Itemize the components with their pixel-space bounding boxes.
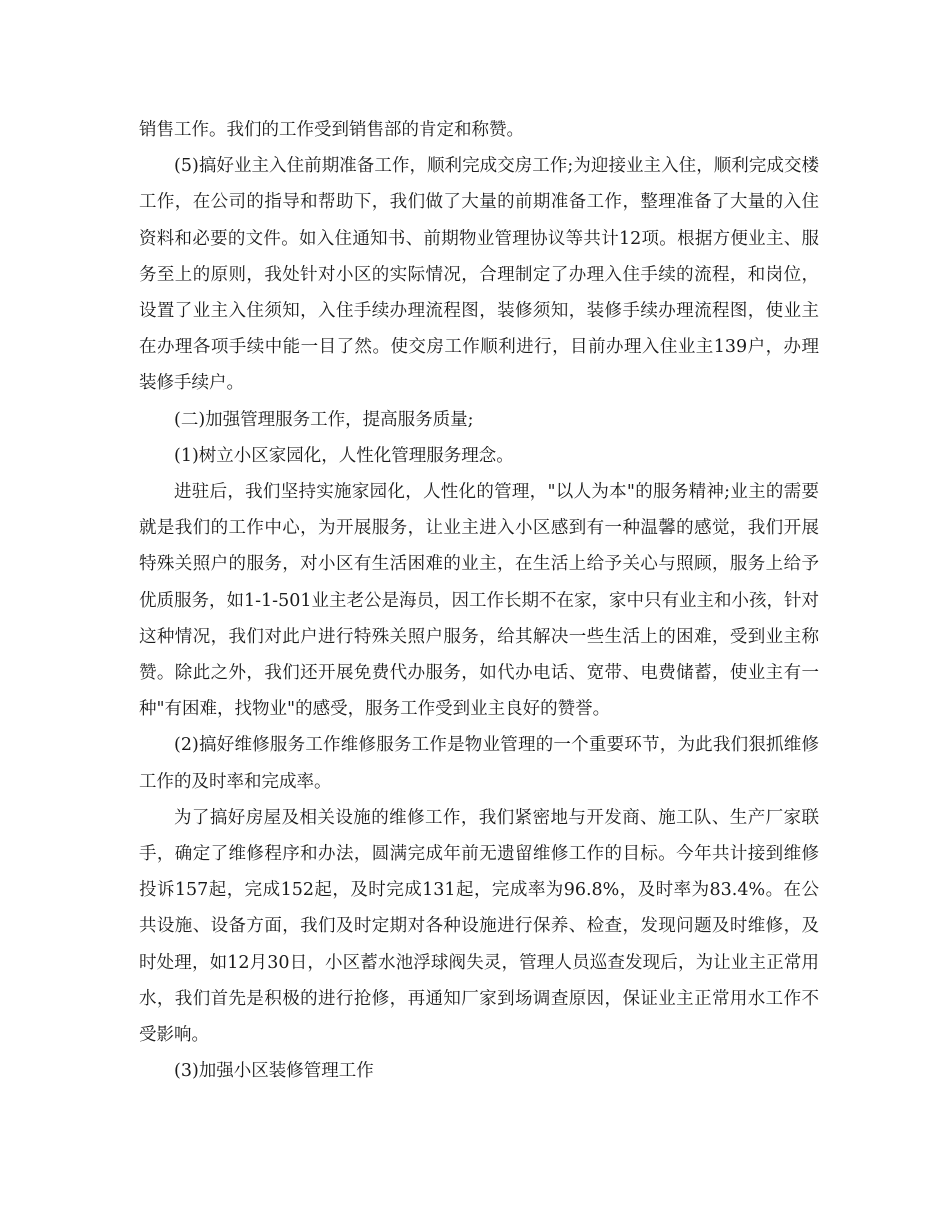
paragraph-continuation: 销售工作。我们的工作受到销售部的肯定和称赞。 — [139, 120, 524, 140]
subheading-1: (1)树立小区家园化，人性化管理服务理念。 — [174, 445, 514, 466]
paragraph-service-concept: 进驻后，我们坚持实施家园化，人性化的管理，"以人为本"的服务精神;业主的需要就是我们的工作中心，为开展服务，让业主进入小区感到有一种温馨的感觉，我们开展特殊关照户的服务，对小区有生活困难的业主，在生活上给予关心与照顾，服务上给予优质服务，如1-1-501业主老公是海员，因工作长期不在家，家中只有业主和小孩，针对这种情况，我们对此户进行特殊关照户服务，给其解决一些生活上的困难，受到业主称赞。除此之外，我们还开展免费代办服务，如代办电话、宽带、电费储蓄，使业主有一种"有困难，找物业"的感受，服务工作受到业主良好的赞誉。 — [139, 482, 819, 720]
section-heading-2: (二)加强管理服务工作，提高服务质量; — [174, 409, 474, 430]
paragraph-item-5: (5)搞好业主入住前期准备工作，顺利完成交房工作;为迎接业主入住，顺利完成交楼工作，在公司的指导和帮助下，我们做了大量的前期准备工作，整理准备了大量的入住资料和必要的文件。如入住通知书、前期物业管理协议等共计12项。根据方便业主、服务至上的原则，我处针对小区的实际情况，合理制定了办理入住手续的流程，和岗位，设置了业主入住须知，入住手续办理流程图，装修须知，装修手续办理流程图，使业主在办理各项手续中能一目了然。使交房工作顺利进行，目前办理入住业主139户，办理装修手续户。 — [139, 156, 819, 394]
subheading-2: (2)搞好维修服务工作维修服务工作是物业管理的一个重要环节，为此我们狠抓维修工作的及时率和完成率。 — [139, 735, 819, 792]
paragraph-maintenance: 为了搞好房屋及相关设施的维修工作，我们紧密地与开发商、施工队、生产厂家联手，确定了维修程序和办法，圆满完成年前无遗留维修工作的目标。今年共计接到维修投诉157起，完成152起，及时完成131起，完成率为96.8%，及时率为83.4%。在公共设施、设备方面，我们及时定期对各种设施进行保养、检查，发现问题及时维修，及时处理，如12月30日，小区蓄水池浮球阀失灵，管理人员巡查发现后，为让业主正常用水，我们首先是积极的进行抢修，再通知厂家到场调查原因，保证业主正常用水工作不受影响。 — [139, 807, 819, 1046]
subheading-3: (3)加强小区装修管理工作 — [174, 1061, 374, 1082]
document-body — [139, 112, 819, 1089]
